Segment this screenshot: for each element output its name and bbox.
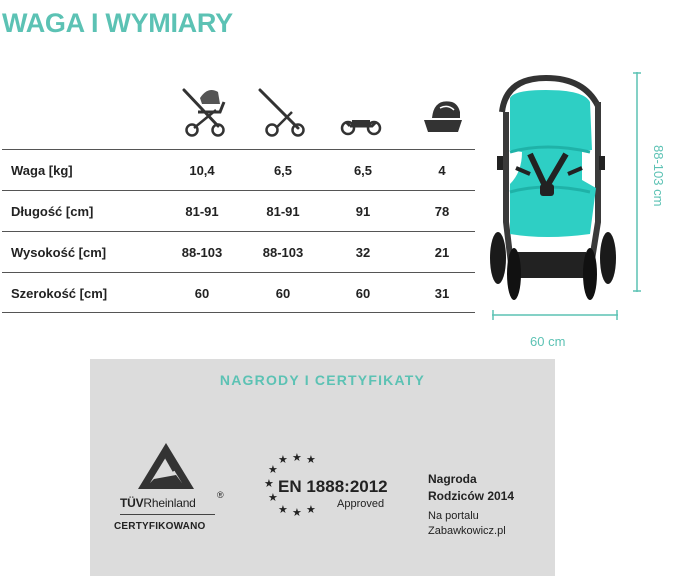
cell: 88-103 <box>262 245 304 260</box>
svg-text:★: ★ <box>278 503 288 516</box>
tuv-name: TÜVRheinland <box>120 496 196 510</box>
height-dimension-line <box>636 72 638 292</box>
award-line: Rodziców 2014 <box>428 489 515 503</box>
cell: 81-91 <box>266 204 300 219</box>
cell: 81-91 <box>185 204 219 219</box>
cell: 60 <box>355 286 371 301</box>
table-row <box>2 190 475 231</box>
award-line: Nagroda <box>428 472 477 486</box>
svg-text:★: ★ <box>306 453 316 466</box>
row-label: Waga [kg] <box>11 163 73 178</box>
width-label: 60 cm <box>530 334 566 349</box>
table-row <box>2 149 475 190</box>
width-dimension-line <box>492 307 618 325</box>
row-label: Długość [cm] <box>11 204 94 219</box>
svg-text:★: ★ <box>268 491 278 504</box>
cell: 78 <box>434 204 450 219</box>
carrycot-icon <box>418 82 468 142</box>
page-title: WAGA I WYMIARY <box>2 8 233 38</box>
cell: 4 <box>438 163 446 178</box>
row-label: Wysokość [cm] <box>11 245 107 260</box>
svg-text:★: ★ <box>292 506 302 519</box>
stroller-full-icon <box>172 82 232 142</box>
tuv-triangle-icon <box>136 441 196 496</box>
award-source-line: Na portalu <box>428 510 479 522</box>
registered-mark: ® <box>217 490 224 500</box>
cell: 6,5 <box>353 163 373 178</box>
en-status: Approved <box>337 498 385 510</box>
cell: 32 <box>355 245 371 260</box>
cell: 21 <box>434 245 450 260</box>
cell: 60 <box>275 286 291 301</box>
svg-text:★: ★ <box>278 453 288 466</box>
svg-text:★: ★ <box>268 463 278 476</box>
awards-panel <box>90 359 555 576</box>
table-row <box>2 272 475 313</box>
row-label: Szerokość [cm] <box>11 286 108 301</box>
cell: 88-103 <box>181 245 223 260</box>
cell: 10,4 <box>189 163 215 178</box>
parents-award <box>428 471 548 539</box>
stroller-frame-icon <box>252 82 312 142</box>
award-source-line: Zabawkowicz.pl <box>428 525 506 537</box>
table-row <box>2 231 475 272</box>
divider <box>120 514 215 515</box>
spec-table <box>2 149 475 313</box>
chassis-icon <box>336 82 386 142</box>
cell: 31 <box>434 286 450 301</box>
cell: 60 <box>194 286 210 301</box>
en-code: EN 1888:2012 <box>278 477 388 496</box>
stroller-image <box>486 72 621 309</box>
cell: 6,5 <box>273 163 293 178</box>
svg-text:★: ★ <box>292 451 302 464</box>
svg-text:★: ★ <box>264 477 274 490</box>
awards-title: NAGRODY I CERTYFIKATY <box>219 372 426 388</box>
cell: 91 <box>355 204 371 219</box>
svg-text:★: ★ <box>306 503 316 516</box>
tuv-caption: CERTYFIKOWANO <box>114 521 206 532</box>
height-label: 88-103 cm <box>651 145 666 207</box>
